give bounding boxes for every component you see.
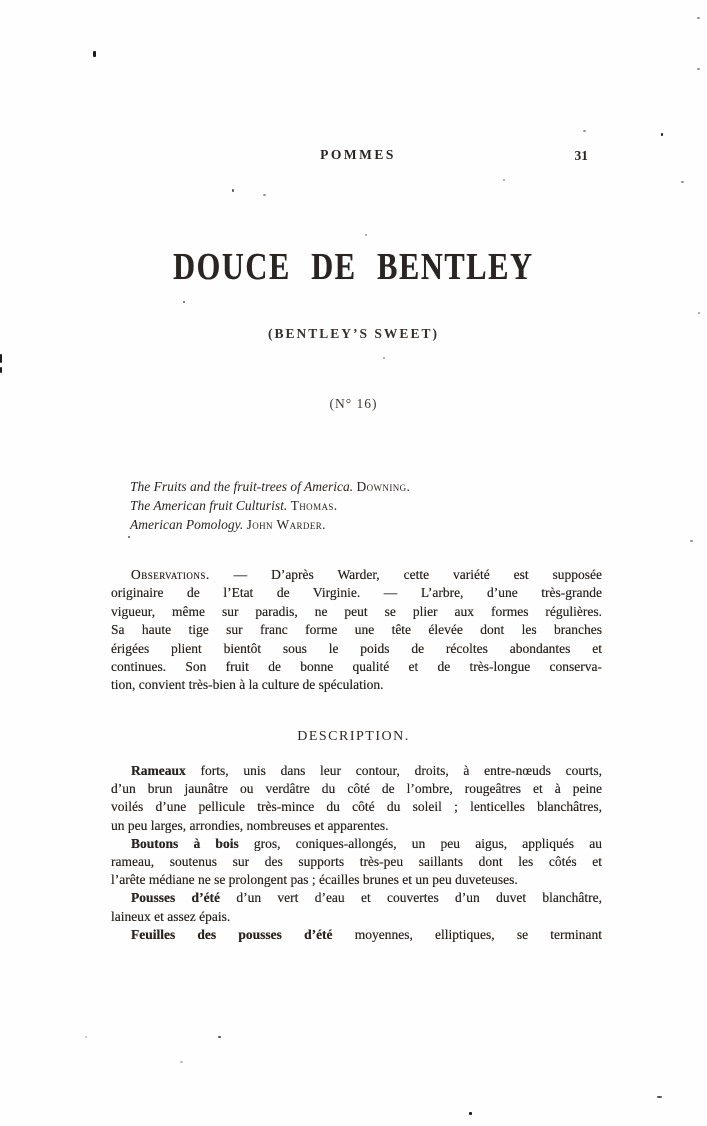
work-title: American Pomology. [130, 517, 247, 532]
text-line: originaire de l’Etat de Virginie. — L’arbre, d’une très-grande [111, 585, 602, 601]
scan-speck [232, 189, 234, 192]
scan-speck [583, 130, 586, 132]
scan-speck [469, 1112, 472, 1115]
bibliography-entry [130, 477, 410, 496]
author-name: Downing. [356, 479, 411, 494]
text-line: laineux et assez épais. [111, 908, 231, 924]
scan-speck [661, 133, 663, 136]
bibliography-entry [130, 496, 410, 515]
text-line: Pousses d’été d’un vert d’eau et couvertes d’un duvet blanchâtre, [131, 890, 602, 906]
description-heading: DESCRIPTION. [297, 729, 410, 744]
paragraph-lead: Boutons à bois [131, 835, 239, 851]
text-line: d’un brun jaunâtre ou verdâtre du côté de l’ombre, rougeâtres et à peine [111, 781, 602, 797]
scan-speck [128, 536, 130, 538]
scan-speck [365, 234, 367, 236]
scan-speck [681, 181, 684, 183]
text-line: l’arête médiane ne se prolongent pas ; écailles brunes et un peu duveteuses. [111, 872, 518, 888]
running-title: POMMES [320, 147, 396, 162]
description-paragraphs [111, 762, 602, 944]
text-line: tion, convient très-bien à la culture de spéculation. [111, 677, 384, 693]
paragraph-lead: Observations. [131, 567, 210, 582]
paragraph-lead: Feuilles des pousses d’été [131, 926, 333, 942]
scan-speck [218, 1036, 221, 1038]
text-line: vigueur, même sur paradis, ne peut se plier aux formes régulières. [111, 603, 602, 619]
scan-speck [503, 179, 505, 181]
paragraph-lead: Pousses d’été [131, 890, 221, 906]
scan-speck [183, 301, 185, 303]
text-line: Boutons à bois gros, coniques-allongés, un peu aigus, appliqués au [131, 835, 602, 851]
variety-number: (N° 16) [329, 396, 378, 411]
scan-speck [690, 540, 693, 542]
page-number: 31 [574, 148, 588, 163]
observations-paragraph [111, 566, 602, 695]
bibliography-entry [130, 515, 410, 534]
scan-speck [697, 17, 700, 19]
scan-speck [383, 357, 385, 359]
bibliography-list [130, 477, 410, 534]
author-name: John Warder. [246, 517, 326, 532]
scan-speck [657, 1096, 662, 1098]
author-name: Thomas. [290, 498, 338, 513]
text-line: érigées plient bientôt sous le poids de récoltes abondantes et [111, 640, 602, 656]
text-line: Sa haute tige sur franc forme une tête élevée dont les branches [111, 622, 602, 638]
text-line: voilés d’une pellicule très-mince du côté du soleil ; lenticelles blanchâtres, [111, 799, 602, 815]
scan-speck [85, 1036, 87, 1038]
scan-speck [263, 194, 266, 196]
page-header [112, 147, 604, 167]
synonym-title: (BENTLEY’S SWEET) [268, 326, 439, 341]
scan-speck [697, 68, 700, 70]
scan-speck [0, 367, 2, 373]
variety-title-wrap [0, 248, 707, 286]
work-title: The American fruit Culturist. [130, 498, 291, 513]
scan-speck [93, 51, 96, 57]
paragraph-lead: Rameaux [131, 763, 186, 778]
text-line: Rameaux forts, unis dans leur contour, droits, à entre-nœuds courts, [131, 763, 602, 778]
text-line: continues. Son fruit de bonne qualité et de très-longue conserva- [111, 659, 602, 675]
text-line: Observations. — D’après Warder, cette variété est supposée [131, 567, 602, 582]
text-line: rameau, soutenus sur des supports très-peu saillants dont les côtés et [111, 854, 602, 870]
scan-speck [698, 312, 700, 314]
scan-speck [180, 1061, 183, 1063]
scan-speck [0, 354, 2, 363]
work-title: The Fruits and the fruit-trees of America. [130, 479, 357, 494]
variety-title: DOUCE DE BENTLEY [173, 246, 534, 288]
text-line: un peu larges, arrondies, nombreuses et apparentes. [111, 817, 389, 833]
text-line: Feuilles des pousses d’été moyennes, elliptiques, se terminant [131, 926, 603, 942]
